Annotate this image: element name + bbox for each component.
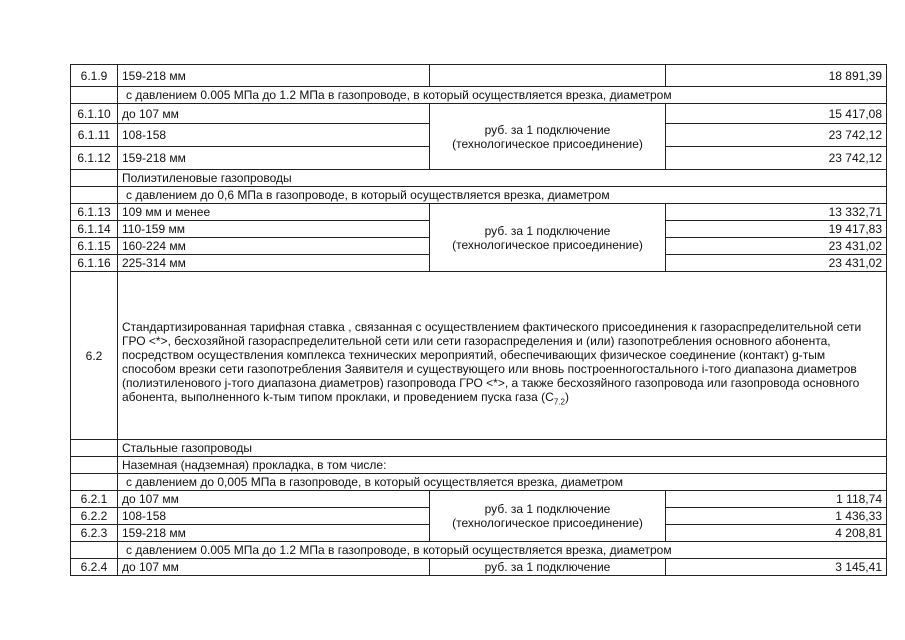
unit-line: (технологическое присоединение) [452,136,643,151]
section-row [71,187,887,204]
row-number: 6.1.12 [71,147,118,170]
table-row [71,65,887,87]
row-number: 6.2.3 [71,525,118,542]
unit-cell [430,204,666,272]
section-heading: с давлением 0.005 МПа до 1.2 МПа в газопроводе, в который осуществляется врезка, диаметром [118,87,887,104]
section-row [71,457,887,474]
unit-line: руб. за 1 подключение [484,223,611,238]
row-number: 6.1.16 [71,255,118,272]
row-name: 225-314 мм [118,255,430,272]
unit-cell [430,65,666,87]
tariff-description [118,272,887,440]
row-number: 6.2.1 [71,491,118,508]
row-number: 6.2.2 [71,508,118,525]
row-name: 108-158 [118,508,430,525]
row-price: 3 145,41 [666,559,887,576]
row-name: 159-218 мм [118,65,430,87]
row-number: 6.1.15 [71,238,118,255]
row-name: 109 мм и менее [118,204,430,221]
row-price: 23 431,02 [666,238,887,255]
row-number: 6.1.11 [71,124,118,147]
subscript: 7.2 [553,397,565,407]
row-price: 15 417,08 [666,104,887,124]
unit-cell: руб. за 1 подключение [430,559,666,576]
unit-line: руб. за 1 подключение [484,122,611,137]
row-name: до 107 мм [118,559,430,576]
row-number: 6.2 [71,272,118,440]
section-row [71,474,887,491]
row-name: до 107 мм [118,104,430,124]
row-name: до 107 мм [118,491,430,508]
row-number: 6.2.4 [71,559,118,576]
row-price: 23 431,02 [666,255,887,272]
description-text: Стандартизированная тарифная ставка , связанная с осуществлением фактического присоединения к газораспределительной сети ГРО <*>, бесхозяйной газораспределительной сети или сети газораспределения и (или) газопотребления основного абонента, посредством осуществления комплекса технических мероприятий, обеспечивающих физическое соединение (контакт) g-тым способом врезки сети газопотребления Заявителя и существующего или вновь построенногостального i-того диапазона диаметров (полиэтиленового j-того диапазона диаметров) газопровода ГРО <*>, а также бесхозяйного газопровода или газопровода основного абонента, выполненного k-тым типом проклаки, и проведением пуска газа (С [122,319,862,404]
unit-cell [430,491,666,542]
table-row [71,204,887,221]
row-price: 18 891,39 [666,65,887,87]
section-heading: Стальные газопроводы [118,440,887,457]
section-row [71,87,887,104]
section-row [71,542,887,559]
row-number: 6.1.9 [71,65,118,87]
section-heading: с давлением 0.005 МПа до 1.2 МПа в газопроводе, в который осуществляется врезка, диаметром [118,542,887,559]
table-row [71,491,887,508]
row-price: 13 332,71 [666,204,887,221]
row-price: 23 742,12 [666,124,887,147]
unit-line: руб. за 1 подключение [484,502,611,516]
section-heading: с давлением до 0,6 МПа в газопроводе, в который осуществляется врезка, диаметром [118,187,887,204]
row-price: 19 417,83 [666,221,887,238]
row-price: 23 742,12 [666,147,887,170]
section-heading: Полиэтиленовые газопроводы [118,170,887,187]
table-row [71,104,887,124]
row-name: 108-158 [118,124,430,147]
section-row [71,170,887,187]
section-heading: Наземная (надземная) прокладка, в том числе: [118,457,887,474]
row-price: 4 208,81 [666,525,887,542]
row-number: 6.1.13 [71,204,118,221]
row-name: 159-218 мм [118,147,430,170]
row-number: 6.1.10 [71,104,118,124]
section-heading: с давлением до 0,005 МПа в газопроводе, в который осуществляется врезка, диаметром [118,474,887,491]
row-number: 6.1.14 [71,221,118,238]
table-row [71,559,887,576]
unit-cell [430,104,666,170]
row-name: 110-159 мм [118,221,430,238]
table-row [71,272,887,440]
row-price: 1 118,74 [666,491,887,508]
description-close: ) [564,389,569,404]
section-row [71,440,887,457]
row-price: 1 436,33 [666,508,887,525]
row-name: 159-218 мм [118,525,430,542]
unit-line: (технологическое присоединение) [452,516,643,530]
row-name: 160-224 мм [118,238,430,255]
unit-line: (технологическое присоединение) [452,237,643,252]
tariff-table [70,64,887,576]
